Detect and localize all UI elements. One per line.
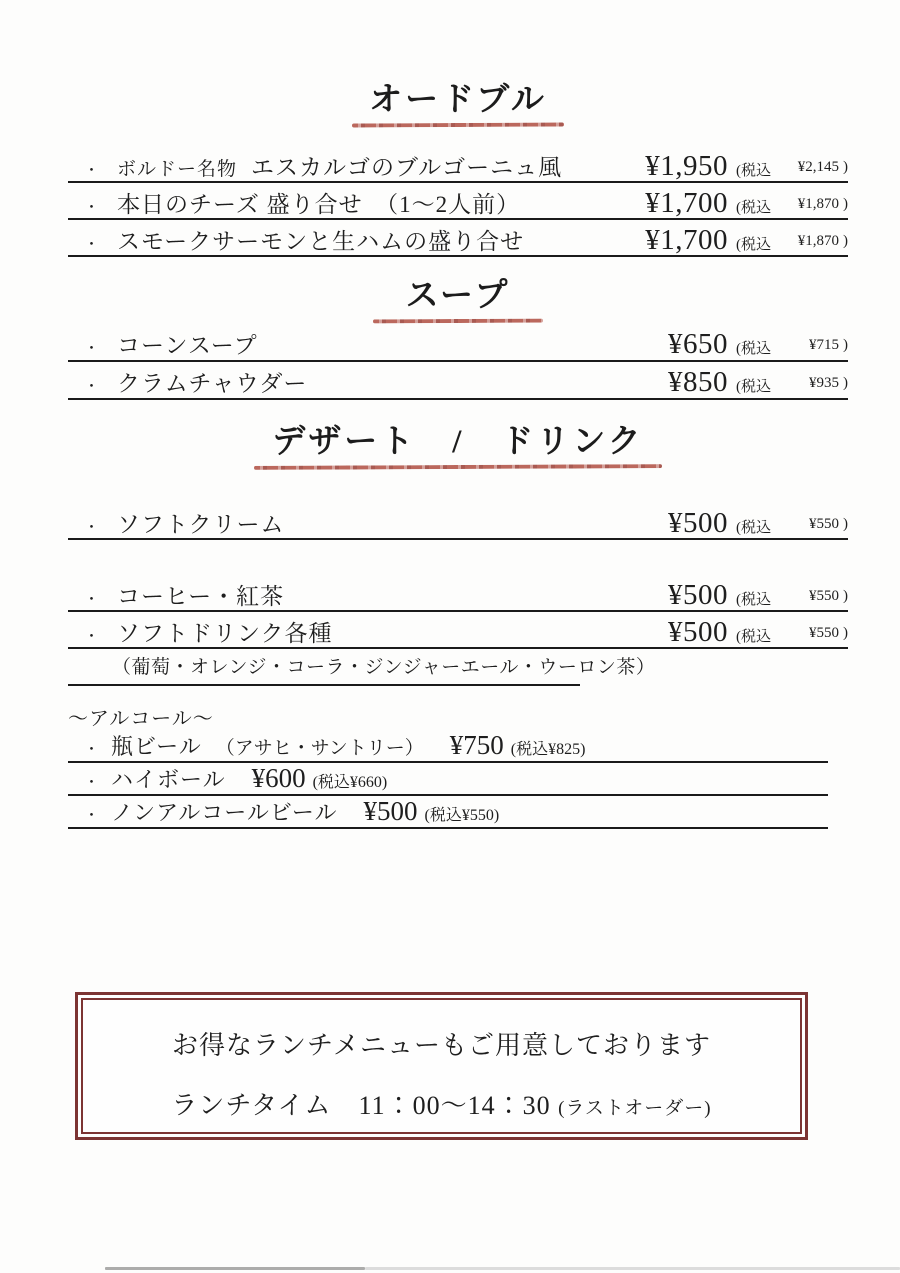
dessert-table-b: [68, 575, 848, 649]
tax-close-paren: ): [843, 233, 848, 249]
menu-row: [68, 146, 848, 183]
item-price: ¥750: [449, 730, 504, 760]
tax-label: (税込: [736, 629, 771, 645]
tax-amount: ¥550: [809, 588, 839, 604]
item-label: [68, 327, 258, 360]
tax-label: (税込: [736, 520, 771, 536]
item-price: ¥1,950: [645, 150, 728, 182]
scan-edge-artifact: [105, 1267, 365, 1270]
item-tax: [736, 159, 848, 180]
item-pricing: [624, 507, 848, 540]
section-soup-title: スープ: [405, 278, 511, 314]
item-price: ¥500: [668, 507, 728, 539]
item-pricing: [624, 366, 848, 399]
item-label: [68, 578, 284, 611]
lunch-time-text: ランチタイム 11：00〜14：30: [171, 1091, 551, 1120]
item-pricing: [624, 187, 848, 220]
item-name: 本日のチーズ 盛り合せ （1〜2人前）: [117, 192, 521, 217]
item-price: ¥850: [668, 366, 728, 398]
alcohol-header: 〜アルコール〜: [68, 708, 214, 730]
bullet-dot: ・: [84, 742, 100, 758]
tax-label: (税込: [736, 200, 771, 216]
soft-drink-varieties-note: [68, 652, 656, 686]
bullet-dot: ・: [84, 200, 100, 216]
item-prefix: ボルドー名物: [117, 159, 238, 180]
item-name: ソフトクリーム: [117, 512, 285, 537]
item-pricing: [624, 224, 848, 257]
last-order-note: (ラストオーダー): [558, 1098, 712, 1119]
section-hors-title-block: [68, 82, 848, 127]
red-marker-underline: [352, 123, 564, 128]
tax-close-paren: ): [843, 588, 848, 604]
tax-close-paren: ): [843, 337, 848, 353]
tax-amount: ¥1,870: [797, 233, 839, 249]
tax-label: (税込: [736, 341, 771, 357]
bullet-dot: ・: [84, 163, 100, 179]
item-label: [68, 506, 285, 539]
item-price: ¥600: [251, 763, 306, 793]
menu-row: [68, 730, 828, 763]
item-tax: [736, 588, 848, 609]
item-pricing: [624, 616, 848, 649]
red-marker-underline: [254, 464, 662, 470]
note-text: （葡萄・オレンジ・コーラ・ジンジャーエール・ウーロン茶）: [112, 657, 656, 678]
tax-label: (税込: [736, 237, 771, 253]
bullet-dot: ・: [84, 629, 100, 645]
item-price: ¥500: [668, 616, 728, 648]
alcohol-table: [68, 730, 828, 829]
item-tax: (税込¥660): [312, 774, 388, 791]
tax-amount: ¥935: [809, 375, 839, 391]
menu-row: [68, 220, 848, 257]
dessert-table-a: [68, 503, 848, 540]
item-label: [68, 365, 307, 398]
item-tax: [736, 196, 848, 217]
menu-row: [68, 796, 828, 829]
scan-edge-artifact: [365, 1267, 900, 1270]
item-label: [68, 186, 520, 219]
bullet-dot: ・: [84, 592, 100, 608]
tax-label: (税込: [736, 163, 771, 179]
item-tax: [736, 516, 848, 537]
item-name: ノンアルコールビール: [111, 800, 338, 825]
tax-label: (税込: [736, 592, 771, 608]
tax-amount: ¥2,145: [797, 159, 839, 175]
item-name: 瓶ビール: [111, 734, 202, 759]
tax-close-paren: ): [843, 375, 848, 391]
item-name: クラムチャウダー: [117, 371, 308, 396]
lunch-info-box: [75, 992, 808, 1140]
tax-amount: ¥715: [809, 337, 839, 353]
soup-table: [68, 324, 848, 400]
hors-table: [68, 146, 848, 257]
menu-row: [68, 763, 828, 796]
item-tax: (税込¥550): [424, 807, 500, 824]
item-price: ¥650: [668, 328, 728, 360]
tax-amount: ¥550: [809, 625, 839, 641]
item-name: コーンスープ: [117, 333, 258, 358]
section-soup-title-block: [68, 278, 848, 323]
menu-row: [68, 503, 848, 540]
lunch-info-line1: お得なランチメニューもご用意しております: [172, 1031, 711, 1060]
menu-row: [68, 183, 848, 220]
lunch-info-box-inner: [81, 998, 802, 1134]
item-name: スモークサーモンと生ハムの盛り合せ: [117, 229, 525, 254]
tax-close-paren: ): [843, 516, 848, 532]
item-label: [68, 223, 524, 256]
bullet-dot: ・: [84, 237, 100, 253]
tax-close-paren: ): [843, 625, 848, 641]
tax-label: (税込: [736, 379, 771, 395]
item-tax: (税込¥825): [510, 741, 586, 758]
item-price: ¥500: [668, 579, 728, 611]
lunch-info-line2: [83, 1085, 800, 1122]
bullet-dot: ・: [84, 775, 100, 791]
bullet-dot: ・: [84, 808, 100, 824]
item-label: [68, 615, 333, 648]
item-label: [68, 149, 562, 182]
tax-amount: ¥1,870: [797, 196, 839, 212]
bullet-dot: ・: [84, 341, 100, 357]
item-name: ハイボール: [111, 767, 226, 792]
item-tax: [736, 337, 848, 358]
item-price: ¥500: [363, 796, 418, 826]
item-pricing: [624, 328, 848, 361]
tax-amount: ¥550: [809, 516, 839, 532]
item-tax: [736, 625, 848, 646]
item-tax: [736, 233, 848, 254]
bullet-dot: ・: [84, 520, 100, 536]
item-pricing: [624, 579, 848, 612]
menu-row: [68, 362, 848, 400]
item-price: ¥1,700: [645, 187, 728, 219]
item-pricing: [624, 150, 848, 183]
tax-close-paren: ): [843, 196, 848, 212]
item-note: （アサヒ・サントリー）: [215, 738, 424, 759]
item-tax: [736, 375, 848, 396]
section-dessert-title: デザート / ドリンク: [272, 424, 644, 460]
item-name: コーヒー・紅茶: [117, 584, 285, 609]
item-price: ¥1,700: [645, 224, 728, 256]
menu-row: [68, 324, 848, 362]
section-dessert-title-block: [68, 424, 848, 469]
menu-row: [68, 575, 848, 612]
section-hors-title: オードブル: [369, 82, 547, 118]
menu-row: [68, 612, 848, 649]
red-marker-underline: [373, 319, 543, 324]
item-name: エスカルゴのブルゴーニュ風: [251, 155, 563, 180]
tax-close-paren: ): [843, 159, 848, 175]
bullet-dot: ・: [84, 379, 100, 395]
item-name: ソフトドリンク各種: [117, 621, 333, 646]
